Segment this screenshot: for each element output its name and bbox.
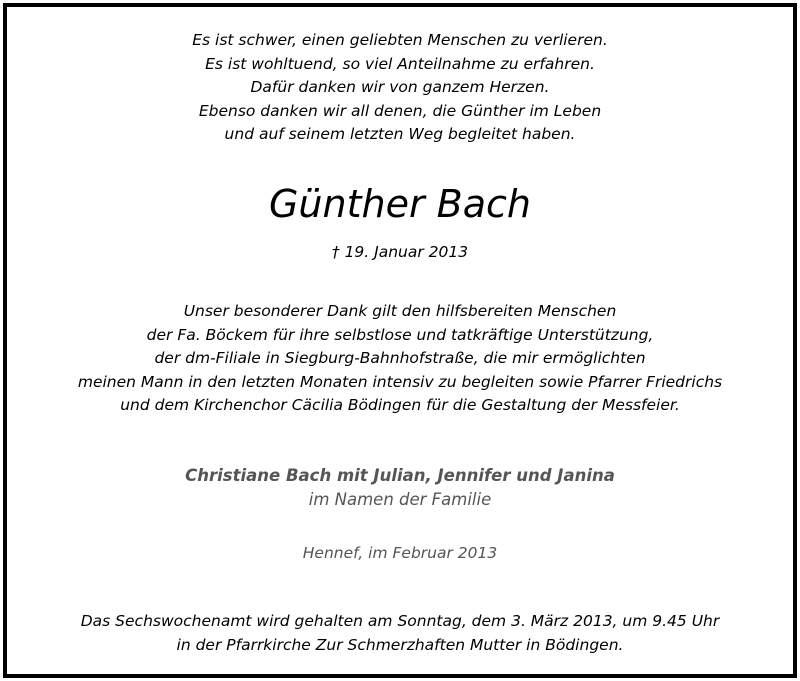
- thanks-line: der Fa. Böckem für ihre selbstlose und tatkräftige Unterstützung,: [146, 325, 654, 344]
- intro-line: Es ist wohltuend, so viel Anteilnahme zu erfahren.: [205, 54, 595, 73]
- family-subtitle: im Namen der Familie: [308, 490, 492, 509]
- thanks-line: meinen Mann in den letzten Monaten intensiv zu begleiten sowie Pfarrer Friedrichs: [77, 372, 723, 391]
- thanks-line: Unser besonderer Dank gilt den hilfsbereiten Menschen: [183, 302, 617, 320]
- death-date: † 19. Januar 2013: [331, 243, 469, 261]
- thanks-line: und dem Kirchenchor Cäcilia Bödingen für die Gestaltung der Messfeier.: [120, 396, 680, 414]
- thanks-paragraph: [0, 300, 800, 418]
- place-date: Hennef, im Februar 2013: [302, 544, 498, 562]
- thanks-line: der dm-Filiale in Siegburg-Bahnhofstraße, die mir ermöglichten: [154, 349, 646, 367]
- service-line: Das Sechswochenamt wird gehalten am Sonntag, dem 3. März 2013, um 9.45 Uhr: [80, 612, 720, 630]
- intro-verse: [0, 29, 800, 147]
- family-signature: [0, 464, 800, 512]
- intro-line: Es ist schwer, einen geliebten Menschen zu verlieren.: [192, 31, 608, 49]
- intro-line: Ebenso danken wir all denen, die Günther im Leben: [198, 101, 602, 120]
- deceased-name: Günther Bach: [268, 182, 531, 226]
- family-names: Christiane Bach mit Julian, Jennifer und Janina: [185, 466, 615, 485]
- service-announcement: [0, 609, 800, 657]
- service-line: in der Pfarrkirche Zur Schmerzhaften Mutter in Bödingen.: [176, 636, 624, 654]
- intro-line: Dafür danken wir von ganzem Herzen.: [250, 78, 550, 96]
- intro-line: und auf seinem letzten Weg begleitet haben.: [224, 125, 576, 143]
